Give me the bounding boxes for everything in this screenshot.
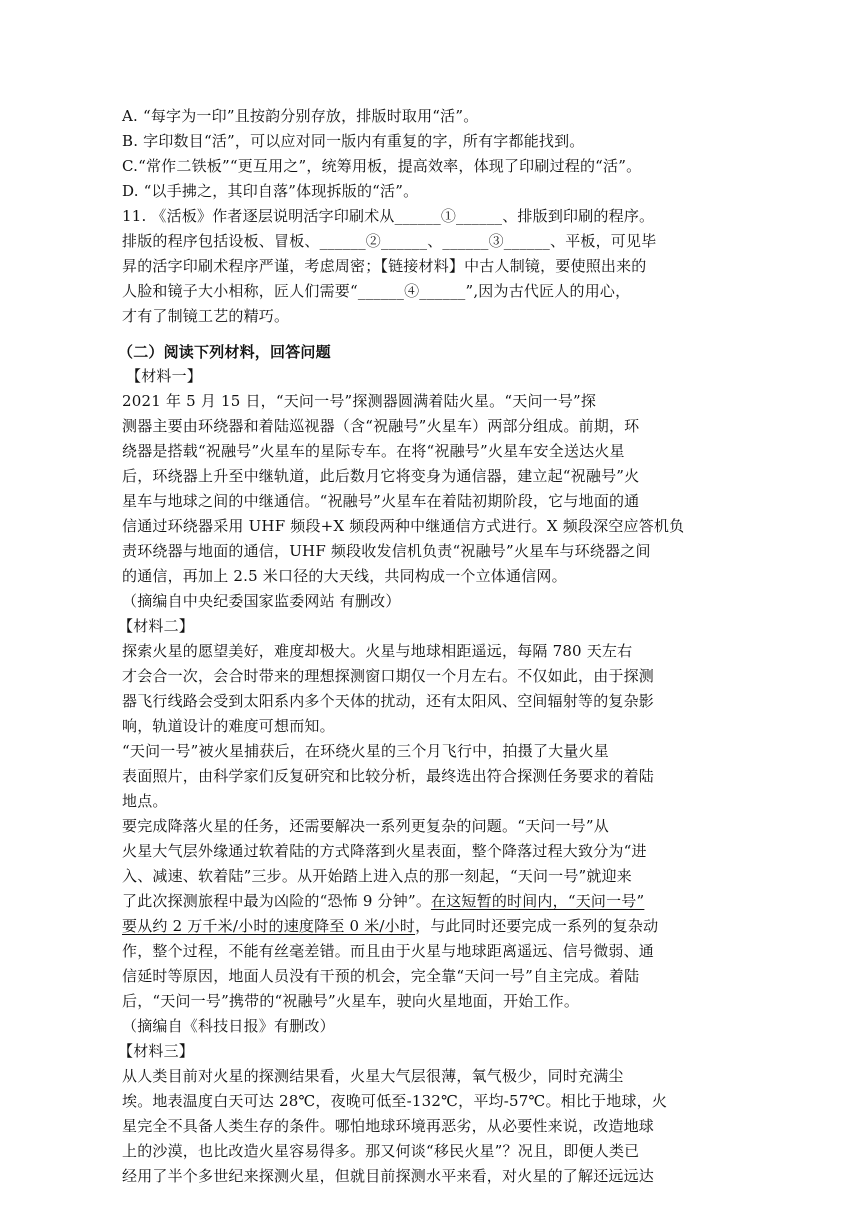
- material2-line: 火星大气层外缘通过软着陆的方式降落到火星表面，整个降落过程大致分为“进: [122, 842, 647, 860]
- material2-line: 信延时等原因，地面人员没有干预的机会，完全靠“天问一号”自主完成。着陆: [122, 967, 640, 985]
- material2-line: [122, 914, 742, 938]
- material1-line: 测器主要由环绕器和着陆巡视器（含“祝融号”火星车）两部分组成。前期，环: [122, 417, 640, 435]
- material2-line: 探索火星的愿望美好，难度却极大。火星与地球相距遥远，每隔 780 天左右: [122, 642, 633, 660]
- material1-source: （摘编自中央纪委国家监委网站 有删改）: [122, 592, 401, 610]
- underlined-sentence-part2: 要从约 2 万千米/小时的速度降至 0 米/小时: [122, 917, 416, 935]
- material2-line: 响，轨道设计的难度可想而知。: [122, 717, 335, 735]
- material2-source: （摘编自《科技日报》有删改）: [122, 1017, 335, 1035]
- q11-line: 人脸和镜子大小相称，匠人们需要“______④______”,因为古代匠人的用心，: [122, 282, 631, 300]
- material3-line: 从人类目前对火星的探测结果看，火星大气层很薄，氧气极少，同时充满尘: [122, 1067, 624, 1085]
- material2-line: [122, 889, 742, 913]
- material2-line: 要完成降落火星的任务，还需要解决一系列更复杂的问题。“天问一号”从: [122, 817, 609, 835]
- material1-line: 责环绕器与地面的通信，UHF 频段收发信机负责“祝融号”火星车与环绕器之间: [122, 542, 651, 560]
- material2-line: 地点。: [122, 792, 168, 810]
- material3-line: 上的沙漠，也比改造火星容易得多。那又何谈“移民火星”？况且，即便人类已: [122, 1142, 640, 1160]
- section-title: （二）阅读下列材料，回答问题: [118, 343, 331, 361]
- material2-line: 入、减速、软着陆”三步。从开始踏上进入点的那一刻起，“天问一号”就迎来: [122, 867, 633, 885]
- material1-line: 2021 年 5 月 15 日，“天问一号”探测器圆满着陆火星。“天问一号”探: [122, 392, 597, 410]
- material1-line: 绕器是搭载“祝融号”火星车的星际专车。在将“祝融号”火星车安全送达火星: [122, 442, 625, 460]
- material2-line: “天问一号”被火星捕获后，在环绕火星的三个月飞行中，拍摄了大量火星: [122, 742, 609, 760]
- material1-line: 星车与地球之间的中继通信。“祝融号”火星车在着陆初期阶段，它与地面的通: [122, 492, 640, 510]
- material3-line: 经用了半个多世纪来探测火星，但就目前探测水平来看，对火星的了解还远远达: [122, 1167, 655, 1185]
- material1-line: 信通过环绕器采用 UHF 频段+X 频段两种中继通信方式进行。X 频段深空应答机负: [122, 517, 685, 535]
- option-a: A. “每字为一印”且按韵分别存放，排版时取用“活”。: [122, 107, 479, 125]
- option-b: B. 字印数目“活”，可以应对同一版内有重复的字，所有字都能找到。: [122, 132, 585, 150]
- material2-line: 作，整个过程，不能有丝毫差错。而且由于火星与地球距离遥远、信号微弱、通: [122, 942, 655, 960]
- q11-line: 才有了制镜工艺的精巧。: [122, 307, 290, 325]
- material3-line: 星完全不具备人类生存的条件。哪怕地球环境再恶劣，从必要性来说，改造地球: [122, 1117, 655, 1135]
- option-d: D. “以手拂之，其印自落”体现拆版的“活”。: [122, 182, 419, 200]
- q11-line: 排版的程序包括设板、冒板、______②______、______③______、平板，可见毕: [122, 232, 657, 250]
- material2-line: 后，“天问一号”携带的“祝融号”火星车，驶向火星地面，开始工作。: [122, 992, 580, 1010]
- material2-line-start: 了此次探测旅程中最为凶险的“恐怖 9 分钟”。: [122, 892, 432, 910]
- material2-label: 【材料二】: [118, 617, 195, 635]
- material2-line: 器飞行线路会受到太阳系内多个天体的扰动，还有太阳风、空间辐射等的复杂影: [122, 692, 655, 710]
- q11-line: 11. 《活板》作者逐层说明活字印刷术从______①______、排版到印刷的程序。: [122, 207, 655, 225]
- material3-line: 埃。地表温度白天可达 28℃，夜晚可低至-132℃，平均-57℃。相比于地球，火: [122, 1092, 668, 1110]
- material3-label: 【材料三】: [118, 1042, 195, 1060]
- material1-line: 的通信，再加上 2.5 米口径的大天线，共同构成一个立体通信网。: [122, 567, 567, 585]
- option-c: C.“常作二铁板”“更互用之”，统筹用板，提高效率，体现了印刷过程的“活”。: [122, 157, 642, 175]
- q11-line: 昇的活字印刷术程序严谨，考虑周密；【链接材料】中古人制镜，要使照出来的: [122, 257, 647, 275]
- underlined-sentence-part1: 在这短暂的时间内，“天问一号”: [431, 892, 645, 910]
- material2-line: 表面照片，由科学家们反复研究和比较分析，最终选出符合探测任务要求的着陆: [122, 767, 655, 785]
- material2-line-rest: ，与此同时还要完成一系列的复杂动: [415, 917, 659, 935]
- material1-line: 后，环绕器上升至中继轨道，此后数月它将变身为通信器，建立起“祝融号”火: [122, 467, 640, 485]
- material2-line: 才会合一次，会合时带来的理想探测窗口期仅一个月左右。不仅如此，由于探测: [122, 667, 655, 685]
- material1-label: 【材料一】: [126, 367, 203, 385]
